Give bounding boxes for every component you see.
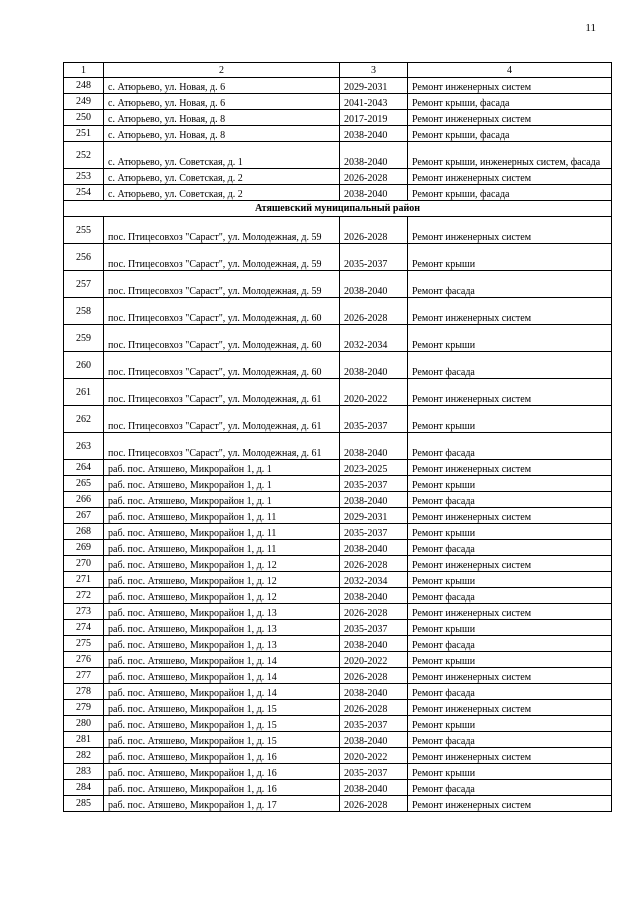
cell-number: 274 bbox=[64, 620, 104, 636]
cell-address: раб. пос. Атяшево, Микрорайон 1, д. 13 bbox=[104, 636, 340, 652]
cell-number: 272 bbox=[64, 588, 104, 604]
cell-address: пос. Птицесовхоз "Сараст", ул. Молодежная, д. 61 bbox=[104, 433, 340, 460]
page-number: 11 bbox=[585, 22, 596, 34]
cell-period: 2035-2037 bbox=[340, 244, 408, 271]
cell-work: Ремонт фасада bbox=[408, 271, 612, 298]
cell-address: с. Атюрьево, ул. Новая, д. 6 bbox=[104, 78, 340, 94]
cell-number: 284 bbox=[64, 780, 104, 796]
cell-work: Ремонт крыши bbox=[408, 652, 612, 668]
cell-work: Ремонт инженерных систем bbox=[408, 217, 612, 244]
cell-period: 2035-2037 bbox=[340, 524, 408, 540]
cell-work: Ремонт фасада bbox=[408, 636, 612, 652]
cell-address: с. Атюрьево, ул. Новая, д. 8 bbox=[104, 110, 340, 126]
cell-address: с. Атюрьево, ул. Советская, д. 1 bbox=[104, 142, 340, 169]
cell-number: 269 bbox=[64, 540, 104, 556]
cell-period: 2041-2043 bbox=[340, 94, 408, 110]
cell-number: 264 bbox=[64, 460, 104, 476]
cell-address: раб. пос. Атяшево, Микрорайон 1, д. 15 bbox=[104, 716, 340, 732]
table-row bbox=[64, 556, 612, 572]
cell-address: с. Атюрьево, ул. Советская, д. 2 bbox=[104, 169, 340, 185]
cell-work: Ремонт крыши, инженерных систем, фасада bbox=[408, 142, 612, 169]
column-header-work: 4 bbox=[408, 63, 612, 78]
cell-work: Ремонт инженерных систем bbox=[408, 110, 612, 126]
section-header-row bbox=[64, 201, 612, 217]
table-row bbox=[64, 748, 612, 764]
table-row bbox=[64, 732, 612, 748]
cell-address: с. Атюрьево, ул. Новая, д. 6 bbox=[104, 94, 340, 110]
table-body bbox=[64, 63, 612, 812]
cell-work: Ремонт инженерных систем bbox=[408, 78, 612, 94]
cell-period: 2026-2028 bbox=[340, 169, 408, 185]
cell-period: 2020-2022 bbox=[340, 379, 408, 406]
cell-work: Ремонт крыши bbox=[408, 325, 612, 352]
cell-period: 2032-2034 bbox=[340, 325, 408, 352]
cell-period: 2035-2037 bbox=[340, 764, 408, 780]
cell-address: раб. пос. Атяшево, Микрорайон 1, д. 11 bbox=[104, 524, 340, 540]
cell-address: раб. пос. Атяшево, Микрорайон 1, д. 16 bbox=[104, 764, 340, 780]
cell-period: 2038-2040 bbox=[340, 540, 408, 556]
table-row bbox=[64, 352, 612, 379]
cell-period: 2038-2040 bbox=[340, 185, 408, 201]
table-row bbox=[64, 540, 612, 556]
cell-work: Ремонт фасада bbox=[408, 433, 612, 460]
cell-work: Ремонт инженерных систем bbox=[408, 604, 612, 620]
table-row bbox=[64, 588, 612, 604]
cell-period: 2029-2031 bbox=[340, 78, 408, 94]
cell-work: Ремонт фасада bbox=[408, 780, 612, 796]
cell-work: Ремонт крыши bbox=[408, 620, 612, 636]
cell-period: 2038-2040 bbox=[340, 732, 408, 748]
table-row bbox=[64, 652, 612, 668]
cell-work: Ремонт инженерных систем bbox=[408, 668, 612, 684]
cell-address: раб. пос. Атяшево, Микрорайон 1, д. 13 bbox=[104, 620, 340, 636]
table-row bbox=[64, 476, 612, 492]
cell-number: 263 bbox=[64, 433, 104, 460]
cell-work: Ремонт фасада bbox=[408, 540, 612, 556]
table-row bbox=[64, 78, 612, 94]
cell-address: раб. пос. Атяшево, Микрорайон 1, д. 1 bbox=[104, 460, 340, 476]
table-row bbox=[64, 572, 612, 588]
cell-period: 2026-2028 bbox=[340, 796, 408, 812]
table-row bbox=[64, 460, 612, 476]
cell-address: раб. пос. Атяшево, Микрорайон 1, д. 11 bbox=[104, 540, 340, 556]
cell-work: Ремонт фасада bbox=[408, 732, 612, 748]
cell-number: 258 bbox=[64, 298, 104, 325]
cell-work: Ремонт инженерных систем bbox=[408, 700, 612, 716]
cell-work: Ремонт инженерных систем bbox=[408, 748, 612, 764]
table-row bbox=[64, 636, 612, 652]
cell-number: 273 bbox=[64, 604, 104, 620]
table-row bbox=[64, 406, 612, 433]
table-row bbox=[64, 126, 612, 142]
cell-period: 2035-2037 bbox=[340, 476, 408, 492]
table-row bbox=[64, 94, 612, 110]
cell-period: 2035-2037 bbox=[340, 406, 408, 433]
repair-schedule-table bbox=[63, 62, 612, 812]
cell-address: раб. пос. Атяшево, Микрорайон 1, д. 12 bbox=[104, 572, 340, 588]
cell-address: раб. пос. Атяшево, Микрорайон 1, д. 14 bbox=[104, 668, 340, 684]
cell-number: 281 bbox=[64, 732, 104, 748]
cell-number: 270 bbox=[64, 556, 104, 572]
table-row bbox=[64, 796, 612, 812]
cell-period: 2038-2040 bbox=[340, 780, 408, 796]
table-row bbox=[64, 508, 612, 524]
cell-address: раб. пос. Атяшево, Микрорайон 1, д. 14 bbox=[104, 652, 340, 668]
cell-period: 2035-2037 bbox=[340, 620, 408, 636]
cell-address: раб. пос. Атяшево, Микрорайон 1, д. 14 bbox=[104, 684, 340, 700]
table-row bbox=[64, 668, 612, 684]
cell-period: 2020-2022 bbox=[340, 652, 408, 668]
cell-work: Ремонт фасада bbox=[408, 352, 612, 379]
cell-number: 256 bbox=[64, 244, 104, 271]
table-row bbox=[64, 524, 612, 540]
cell-address: раб. пос. Атяшево, Микрорайон 1, д. 12 bbox=[104, 556, 340, 572]
cell-number: 252 bbox=[64, 142, 104, 169]
cell-number: 285 bbox=[64, 796, 104, 812]
table-row bbox=[64, 325, 612, 352]
cell-address: раб. пос. Атяшево, Микрорайон 1, д. 1 bbox=[104, 476, 340, 492]
table-row bbox=[64, 169, 612, 185]
table-row bbox=[64, 298, 612, 325]
cell-number: 276 bbox=[64, 652, 104, 668]
cell-number: 271 bbox=[64, 572, 104, 588]
cell-period: 2026-2028 bbox=[340, 604, 408, 620]
cell-work: Ремонт инженерных систем bbox=[408, 379, 612, 406]
cell-period: 2026-2028 bbox=[340, 556, 408, 572]
cell-work: Ремонт крыши bbox=[408, 572, 612, 588]
table-row bbox=[64, 379, 612, 406]
cell-address: раб. пос. Атяшево, Микрорайон 1, д. 15 bbox=[104, 732, 340, 748]
cell-period: 2038-2040 bbox=[340, 352, 408, 379]
cell-address: пос. Птицесовхоз "Сараст", ул. Молодежная, д. 59 bbox=[104, 244, 340, 271]
table-header-row bbox=[64, 63, 612, 78]
cell-number: 280 bbox=[64, 716, 104, 732]
cell-number: 283 bbox=[64, 764, 104, 780]
cell-address: с. Атюрьево, ул. Советская, д. 2 bbox=[104, 185, 340, 201]
cell-work: Ремонт крыши, фасада bbox=[408, 94, 612, 110]
cell-work: Ремонт инженерных систем bbox=[408, 169, 612, 185]
table-row bbox=[64, 185, 612, 201]
cell-address: пос. Птицесовхоз "Сараст", ул. Молодежная, д. 60 bbox=[104, 352, 340, 379]
cell-number: 282 bbox=[64, 748, 104, 764]
cell-number: 268 bbox=[64, 524, 104, 540]
cell-work: Ремонт инженерных систем bbox=[408, 298, 612, 325]
cell-number: 267 bbox=[64, 508, 104, 524]
section-title: Атяшевский муниципальный район bbox=[64, 201, 612, 217]
cell-period: 2035-2037 bbox=[340, 716, 408, 732]
cell-work: Ремонт инженерных систем bbox=[408, 556, 612, 572]
table-row bbox=[64, 716, 612, 732]
table-row bbox=[64, 780, 612, 796]
cell-work: Ремонт фасада bbox=[408, 492, 612, 508]
table-row bbox=[64, 700, 612, 716]
cell-number: 275 bbox=[64, 636, 104, 652]
cell-address: пос. Птицесовхоз "Сараст", ул. Молодежная, д. 60 bbox=[104, 298, 340, 325]
cell-address: пос. Птицесовхоз "Сараст", ул. Молодежная, д. 61 bbox=[104, 379, 340, 406]
cell-number: 259 bbox=[64, 325, 104, 352]
cell-address: пос. Птицесовхоз "Сараст", ул. Молодежная, д. 59 bbox=[104, 217, 340, 244]
cell-period: 2038-2040 bbox=[340, 636, 408, 652]
cell-number: 261 bbox=[64, 379, 104, 406]
cell-number: 255 bbox=[64, 217, 104, 244]
table-row bbox=[64, 244, 612, 271]
table-row bbox=[64, 684, 612, 700]
cell-period: 2038-2040 bbox=[340, 126, 408, 142]
cell-period: 2029-2031 bbox=[340, 508, 408, 524]
table-row bbox=[64, 433, 612, 460]
cell-period: 2020-2022 bbox=[340, 748, 408, 764]
cell-address: раб. пос. Атяшево, Микрорайон 1, д. 12 bbox=[104, 588, 340, 604]
cell-address: пос. Птицесовхоз "Сараст", ул. Молодежная, д. 61 bbox=[104, 406, 340, 433]
cell-period: 2026-2028 bbox=[340, 298, 408, 325]
cell-number: 254 bbox=[64, 185, 104, 201]
cell-work: Ремонт инженерных систем bbox=[408, 460, 612, 476]
cell-number: 279 bbox=[64, 700, 104, 716]
cell-number: 248 bbox=[64, 78, 104, 94]
cell-period: 2038-2040 bbox=[340, 142, 408, 169]
cell-work: Ремонт крыши bbox=[408, 476, 612, 492]
cell-address: раб. пос. Атяшево, Микрорайон 1, д. 16 bbox=[104, 780, 340, 796]
cell-period: 2032-2034 bbox=[340, 572, 408, 588]
cell-number: 278 bbox=[64, 684, 104, 700]
cell-address: раб. пос. Атяшево, Микрорайон 1, д. 17 bbox=[104, 796, 340, 812]
table-row bbox=[64, 217, 612, 244]
table-row bbox=[64, 142, 612, 169]
table-row bbox=[64, 620, 612, 636]
cell-address: с. Атюрьево, ул. Новая, д. 8 bbox=[104, 126, 340, 142]
cell-period: 2038-2040 bbox=[340, 588, 408, 604]
cell-work: Ремонт крыши bbox=[408, 524, 612, 540]
cell-period: 2038-2040 bbox=[340, 271, 408, 298]
cell-number: 251 bbox=[64, 126, 104, 142]
table-row bbox=[64, 764, 612, 780]
cell-work: Ремонт крыши bbox=[408, 244, 612, 271]
column-header-address: 2 bbox=[104, 63, 340, 78]
cell-number: 250 bbox=[64, 110, 104, 126]
cell-address: раб. пос. Атяшево, Микрорайон 1, д. 16 bbox=[104, 748, 340, 764]
cell-work: Ремонт фасада bbox=[408, 684, 612, 700]
cell-work: Ремонт крыши, фасада bbox=[408, 126, 612, 142]
cell-period: 2038-2040 bbox=[340, 684, 408, 700]
cell-address: раб. пос. Атяшево, Микрорайон 1, д. 1 bbox=[104, 492, 340, 508]
cell-work: Ремонт инженерных систем bbox=[408, 796, 612, 812]
cell-number: 249 bbox=[64, 94, 104, 110]
cell-work: Ремонт крыши, фасада bbox=[408, 185, 612, 201]
cell-number: 253 bbox=[64, 169, 104, 185]
column-header-period: 3 bbox=[340, 63, 408, 78]
cell-period: 2026-2028 bbox=[340, 217, 408, 244]
cell-work: Ремонт фасада bbox=[408, 588, 612, 604]
cell-work: Ремонт крыши bbox=[408, 764, 612, 780]
cell-period: 2026-2028 bbox=[340, 700, 408, 716]
cell-number: 257 bbox=[64, 271, 104, 298]
table-row bbox=[64, 492, 612, 508]
cell-number: 265 bbox=[64, 476, 104, 492]
column-header-number: 1 bbox=[64, 63, 104, 78]
cell-period: 2017-2019 bbox=[340, 110, 408, 126]
cell-period: 2026-2028 bbox=[340, 668, 408, 684]
cell-work: Ремонт инженерных систем bbox=[408, 508, 612, 524]
cell-period: 2038-2040 bbox=[340, 433, 408, 460]
cell-address: раб. пос. Атяшево, Микрорайон 1, д. 15 bbox=[104, 700, 340, 716]
table-row bbox=[64, 604, 612, 620]
table-row bbox=[64, 110, 612, 126]
cell-work: Ремонт крыши bbox=[408, 406, 612, 433]
cell-address: раб. пос. Атяшево, Микрорайон 1, д. 11 bbox=[104, 508, 340, 524]
cell-period: 2038-2040 bbox=[340, 492, 408, 508]
cell-period: 2023-2025 bbox=[340, 460, 408, 476]
table-row bbox=[64, 271, 612, 298]
cell-number: 262 bbox=[64, 406, 104, 433]
cell-work: Ремонт крыши bbox=[408, 716, 612, 732]
cell-address: пос. Птицесовхоз "Сараст", ул. Молодежная, д. 60 bbox=[104, 325, 340, 352]
cell-address: раб. пос. Атяшево, Микрорайон 1, д. 13 bbox=[104, 604, 340, 620]
cell-number: 277 bbox=[64, 668, 104, 684]
cell-address: пос. Птицесовхоз "Сараст", ул. Молодежная, д. 59 bbox=[104, 271, 340, 298]
cell-number: 260 bbox=[64, 352, 104, 379]
cell-number: 266 bbox=[64, 492, 104, 508]
